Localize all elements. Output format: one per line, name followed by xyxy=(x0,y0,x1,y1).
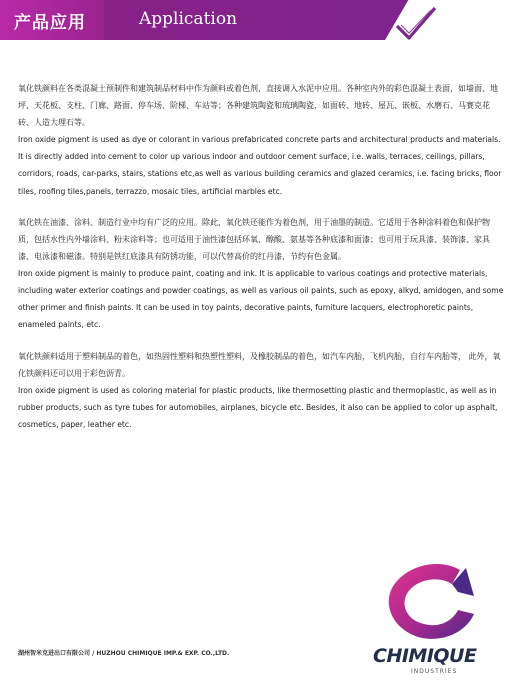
brand-logo-subtext: INDUSTRIES xyxy=(411,668,458,675)
section-2-en: Iron oxide pigment is mainly to produce paint, coating and ink. It is applicable to various coatings and protective materials, including water exterior coatings and powder coatings, as well as various oil paints, such as epoxy, alkyd, amidogen, and some other primer and finish paints. It can be used in toy paints, decorative paints, furniture lacquers, electrophoretic paints, enameled paints, etc. xyxy=(18,268,504,330)
main-content xyxy=(18,80,504,433)
section-1-en: Iron oxide pigment is used as dye or colorant in various prefabricated concrete parts and architectural products and materials. It is directly added into cement to color up various indoor and outdoor cement surface, i.e. walls, terraces, ceilings, pillars, corridors, roads, car-parks, stairs, stations etc,as well as various building ceramics and glazed ceramics, i.e. facing bricks, floor tiles, roofing tiles,panels, terrazzo, mosaic tiles, artificial marbles etc. xyxy=(18,135,502,196)
page-title-en: Application xyxy=(139,9,238,29)
brand-logo-text: CHIMIQUE xyxy=(373,645,477,667)
section-3-cn: 氧化铁颜料适用于塑料制品的着色，如热固性塑料和热塑性塑料，及橡胶制品的着色，如汽车内胎，飞机内胎，自行车内胎等， 此外，氧化铁颜料还可以用于彩色沥青。 xyxy=(18,351,501,378)
section-3-en: Iron oxide pigment is used as coloring material for plastic products, like thermosetting plastic and thermoplastic, as well as in rubber products, such as tyre tubes for automobiles, airplanes, bicycle etc. Besides, it also can be applied to color up asphalt, cosmetics, paper, leather etc. xyxy=(18,385,498,430)
section-2-cn: 氧化铁在油漆、涂料、制造行业中均有广泛的应用。除此，氧化铁还能作为着色剂，用于油墨的制造。它适用于各种涂料着色和保护物质，包括水性内外墙涂料、粉末涂料等；也可适用于油性漆包括环氧、醇酸、氨基等各种底漆和面漆；也可用于玩具漆、装饰漆、家具漆、电泳漆和磁漆。特别是铁红底漆具有防锈功能，可以代替高价的红丹漆，节约有色金属。 xyxy=(18,217,490,261)
page-title-cn: 产品应用 xyxy=(14,13,86,33)
company-footer: 湖州智米克进出口有限公司 / HUZHOU CHIMIQUE IMP.& EXP. CO.,LTD. xyxy=(18,650,230,657)
checkmark-icon xyxy=(395,6,437,42)
logo-swirl-icon xyxy=(378,556,488,646)
section-1-cn: 氧化铁颜料在各类混凝土预制件和建筑制品材料中作为颜料或着色剂，直接调入水泥中应用。各种室内外的彩色混凝土表面，如墙面、地坪、天花板、支柱、门廊、路面、停车场、阶梯、车站等；各种建筑陶瓷和琉璃陶瓷，如面砖、地砖、屋瓦、嵌板、水磨石、马赛克花砖、人造大理石等。 xyxy=(18,84,498,127)
header-banner xyxy=(0,0,515,40)
